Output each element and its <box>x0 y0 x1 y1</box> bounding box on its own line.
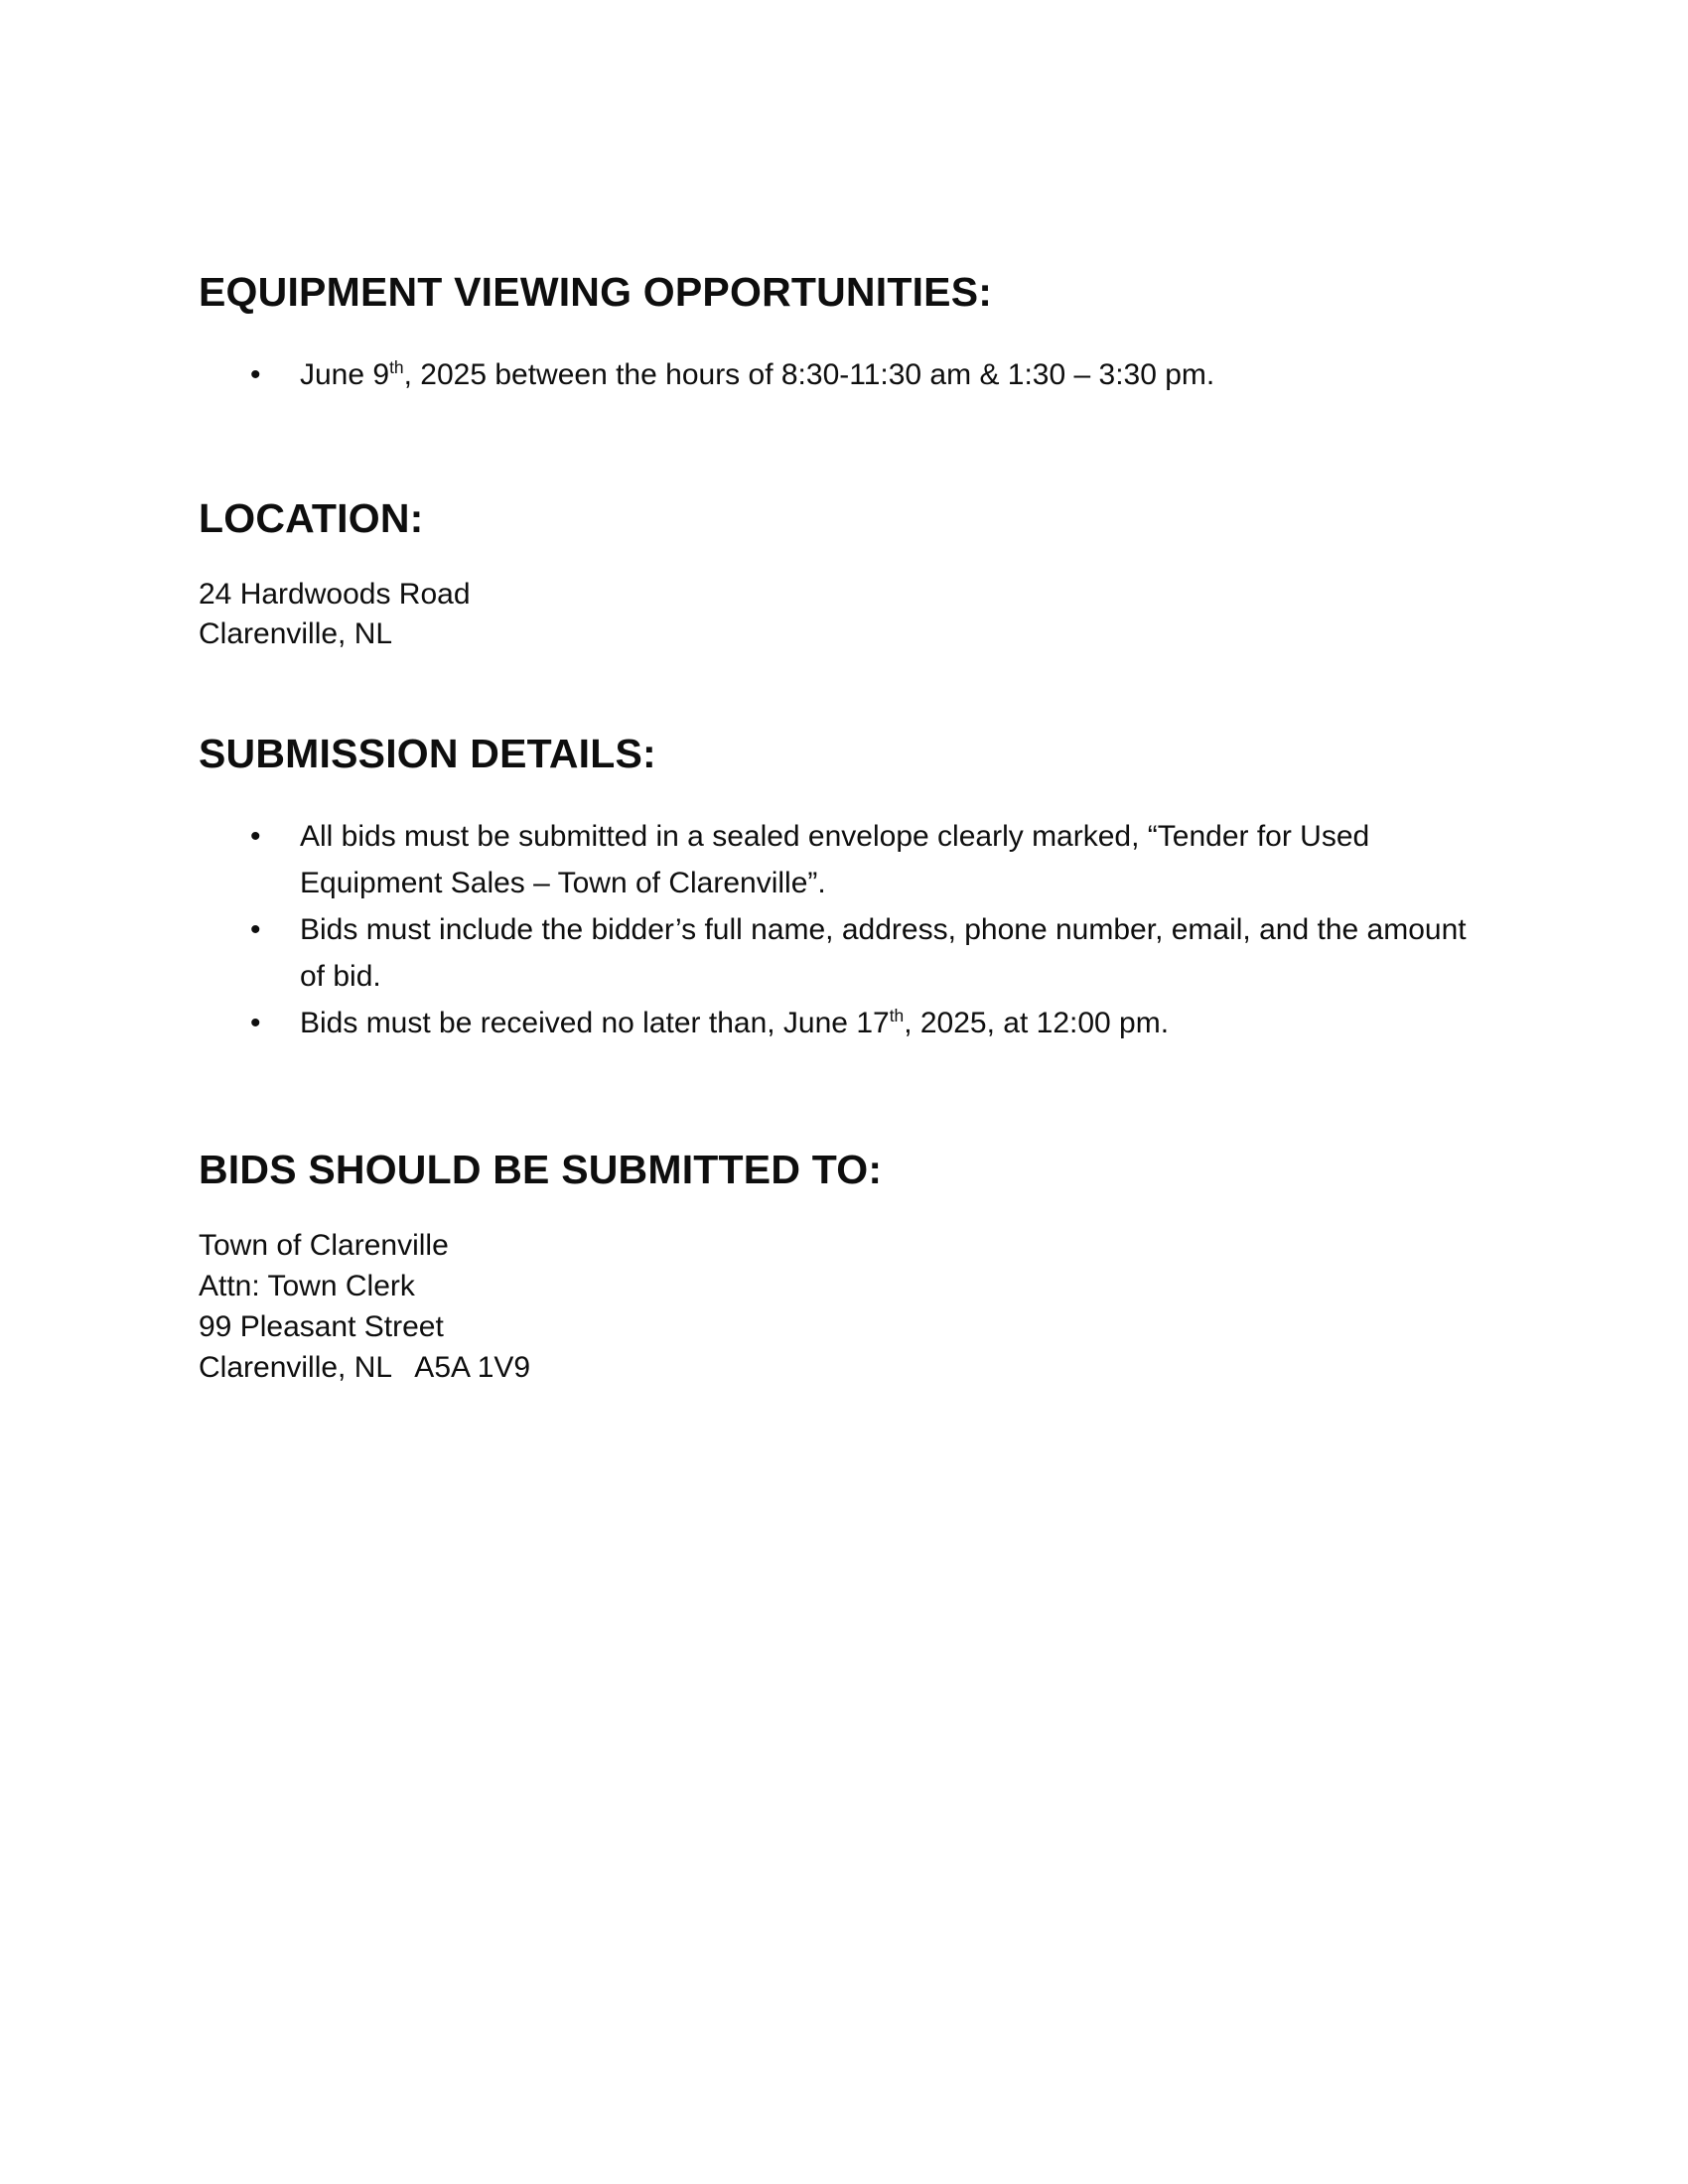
section-heading-equipment-viewing: EQUIPMENT VIEWING OPPORTUNITIES: <box>199 269 993 315</box>
bullet-text: All bids must be submitted in a sealed envelope clearly marked, “Tender for Used Equipment Sales – Town of Clarenville”. <box>300 820 1370 899</box>
submission-bullet-list <box>199 813 1470 1046</box>
bullet-item <box>199 351 1470 398</box>
superscript-text: th <box>889 1006 905 1025</box>
bullet-text: June 9 <box>300 358 390 391</box>
address-line: Clarenville, NL <box>199 617 393 650</box>
address-line: Clarenville, NL A5A 1V9 <box>199 1351 531 1384</box>
section-heading-bids-submitted-to: BIDS SHOULD BE SUBMITTED TO: <box>199 1147 883 1192</box>
bullet-text: , 2025, at 12:00 pm. <box>904 1007 1170 1039</box>
viewing-bullet-list <box>199 351 1470 398</box>
section-heading-location: LOCATION: <box>199 495 424 541</box>
address-line: Town of Clarenville <box>199 1229 449 1262</box>
section-heading-submission-details: SUBMISSION DETAILS: <box>199 731 656 776</box>
bullet-text: , 2025 between the hours of 8:30-11:30 am & 1:30 – 3:30 pm. <box>403 358 1215 391</box>
submit-to-address-block <box>199 1225 530 1388</box>
location-address-block <box>199 575 471 654</box>
bullet-text: Bids must include the bidder’s full name, address, phone number, email, and the amount of bid. <box>300 913 1467 993</box>
address-line: 99 Pleasant Street <box>199 1310 444 1343</box>
address-line: 24 Hardwoods Road <box>199 578 471 611</box>
superscript-text: th <box>389 357 404 377</box>
bullet-text: Bids must be received no later than, June 17 <box>300 1007 890 1039</box>
address-line: Attn: Town Clerk <box>199 1270 415 1302</box>
bullet-item <box>199 1000 1470 1046</box>
bullet-item <box>199 906 1470 1000</box>
bullet-item <box>199 813 1470 906</box>
